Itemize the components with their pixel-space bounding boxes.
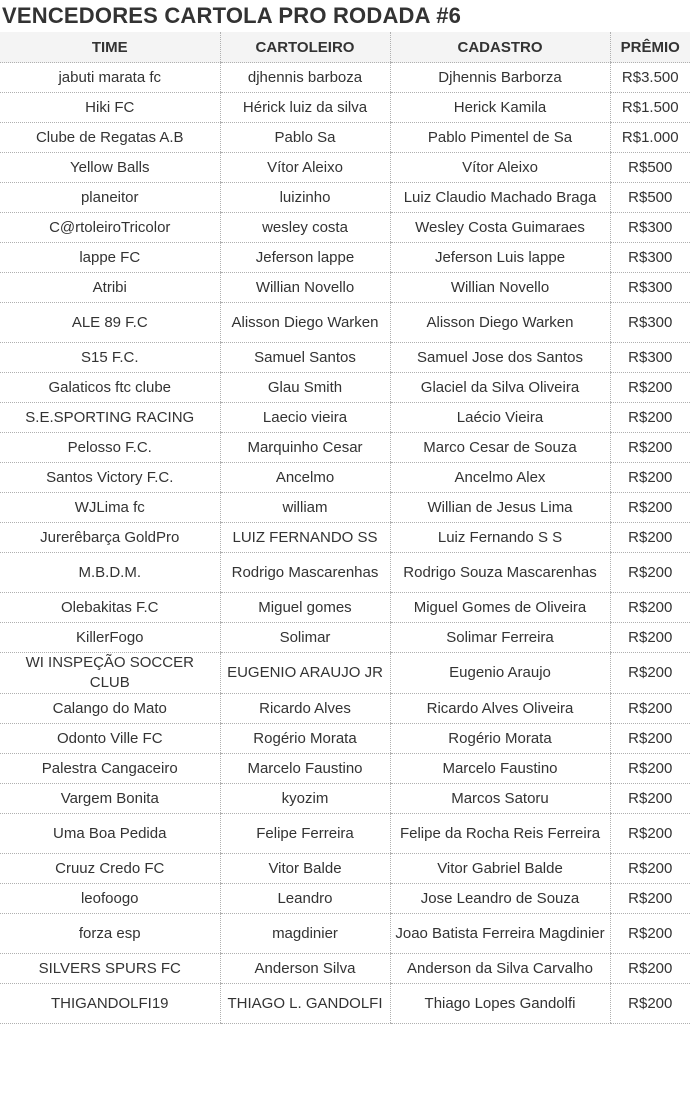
page-title: VENCEDORES CARTOLA PRO RODADA #6 [2, 3, 462, 28]
table-row [0, 653, 690, 694]
cell-premio: R$1.000 [610, 123, 690, 153]
table-row [0, 463, 690, 493]
cell-premio: R$200 [610, 623, 690, 653]
cell-cadastro: Willian de Jesus Lima [390, 493, 610, 523]
cell-cartoleiro: Vitor Balde [220, 854, 390, 884]
cell-cartoleiro: Hérick luiz da silva [220, 93, 390, 123]
table-row [0, 623, 690, 653]
cell-cartoleiro: THIAGO L. GANDOLFI [220, 984, 390, 1024]
cell-time: Olebakitas F.C [0, 593, 220, 623]
cell-cadastro: Rodrigo Souza Mascarenhas [390, 553, 610, 593]
cell-cartoleiro: Willian Novello [220, 273, 390, 303]
cell-premio: R$300 [610, 213, 690, 243]
cell-time: S.E.SPORTING RACING [0, 403, 220, 433]
cell-cadastro: Marcos Satoru [390, 784, 610, 814]
table-row [0, 433, 690, 463]
cell-premio: R$500 [610, 153, 690, 183]
table-row [0, 343, 690, 373]
cell-premio: R$200 [610, 724, 690, 754]
cell-premio: R$200 [610, 814, 690, 854]
cell-cartoleiro: Rogério Morata [220, 724, 390, 754]
table-row [0, 273, 690, 303]
cell-premio: R$200 [610, 653, 690, 694]
cell-cadastro: Luiz Fernando S S [390, 523, 610, 553]
table-row [0, 593, 690, 623]
cell-cadastro: Wesley Costa Guimaraes [390, 213, 610, 243]
cell-cadastro: Samuel Jose dos Santos [390, 343, 610, 373]
cell-cadastro: Alisson Diego Warken [390, 303, 610, 343]
cell-time: Hiki FC [0, 93, 220, 123]
cell-time: SILVERS SPURS FC [0, 954, 220, 984]
cell-time: Calango do Mato [0, 694, 220, 724]
cell-time: forza esp [0, 914, 220, 954]
cell-premio: R$200 [610, 854, 690, 884]
cell-premio: R$200 [610, 403, 690, 433]
cell-premio: R$200 [610, 884, 690, 914]
cell-premio: R$500 [610, 183, 690, 213]
cell-cartoleiro: Rodrigo Mascarenhas [220, 553, 390, 593]
cell-cartoleiro: Anderson Silva [220, 954, 390, 984]
table-row [0, 373, 690, 403]
cell-time: M.B.D.M. [0, 553, 220, 593]
cell-cadastro: Felipe da Rocha Reis Ferreira [390, 814, 610, 854]
winners-table [0, 32, 690, 1024]
table-row [0, 984, 690, 1024]
cell-cartoleiro: EUGENIO ARAUJO JR [220, 653, 390, 694]
cell-cartoleiro: william [220, 493, 390, 523]
table-row [0, 63, 690, 93]
cell-time: Odonto Ville FC [0, 724, 220, 754]
cell-cartoleiro: Miguel gomes [220, 593, 390, 623]
cell-time: Uma Boa Pedida [0, 814, 220, 854]
cell-time: C@rtoleiroTricolor [0, 213, 220, 243]
cell-cartoleiro: LUIZ FERNANDO SS [220, 523, 390, 553]
table-header-row [0, 32, 690, 63]
column-header-time: TIME [0, 32, 220, 63]
cell-time: S15 F.C. [0, 343, 220, 373]
cell-premio: R$300 [610, 243, 690, 273]
cell-cartoleiro: Glau Smith [220, 373, 390, 403]
table-row [0, 784, 690, 814]
cell-cadastro: Solimar Ferreira [390, 623, 610, 653]
table-row [0, 954, 690, 984]
cell-cartoleiro: magdinier [220, 914, 390, 954]
cell-time: Santos Victory F.C. [0, 463, 220, 493]
cell-cartoleiro: Marcelo Faustino [220, 754, 390, 784]
column-header-cadastro: CADASTRO [390, 32, 610, 63]
cell-cartoleiro: Laecio vieira [220, 403, 390, 433]
cell-time: Palestra Cangaceiro [0, 754, 220, 784]
cell-cartoleiro: Vítor Aleixo [220, 153, 390, 183]
table-row [0, 153, 690, 183]
cell-premio: R$200 [610, 463, 690, 493]
table-row [0, 403, 690, 433]
table-row [0, 884, 690, 914]
cell-cartoleiro: Ricardo Alves [220, 694, 390, 724]
table-body [0, 63, 690, 1024]
cell-premio: R$200 [610, 694, 690, 724]
cell-premio: R$300 [610, 273, 690, 303]
cell-cadastro: Eugenio Araujo [390, 653, 610, 694]
cell-time: Pelosso F.C. [0, 433, 220, 463]
cell-premio: R$200 [610, 914, 690, 954]
cell-premio: R$200 [610, 954, 690, 984]
column-header-premio: PRÊMIO [610, 32, 690, 63]
column-header-cartoleiro: CARTOLEIRO [220, 32, 390, 63]
cell-time: ALE 89 F.C [0, 303, 220, 343]
table-row [0, 553, 690, 593]
cell-premio: R$200 [610, 493, 690, 523]
cell-premio: R$3.500 [610, 63, 690, 93]
cell-cadastro: Miguel Gomes de Oliveira [390, 593, 610, 623]
cell-cadastro: Marcelo Faustino [390, 754, 610, 784]
table-row [0, 493, 690, 523]
table-row [0, 213, 690, 243]
cell-cadastro: Pablo Pimentel de Sa [390, 123, 610, 153]
cell-premio: R$300 [610, 343, 690, 373]
cell-time: WJLima fc [0, 493, 220, 523]
cell-time: Galaticos ftc clube [0, 373, 220, 403]
cell-cadastro: Anderson da Silva Carvalho [390, 954, 610, 984]
cell-cartoleiro: luizinho [220, 183, 390, 213]
table-row [0, 814, 690, 854]
cell-premio: R$300 [610, 303, 690, 343]
cell-premio: R$200 [610, 433, 690, 463]
cell-cadastro: Jose Leandro de Souza [390, 884, 610, 914]
cell-cadastro: Willian Novello [390, 273, 610, 303]
cell-premio: R$200 [610, 373, 690, 403]
cell-premio: R$200 [610, 593, 690, 623]
cell-time: jabuti marata fc [0, 63, 220, 93]
cell-time: THIGANDOLFI19 [0, 984, 220, 1024]
cell-cartoleiro: Leandro [220, 884, 390, 914]
cell-cadastro: Rogério Morata [390, 724, 610, 754]
cell-time: Yellow Balls [0, 153, 220, 183]
cell-cartoleiro: wesley costa [220, 213, 390, 243]
cell-cartoleiro: Pablo Sa [220, 123, 390, 153]
cell-cartoleiro: Ancelmo [220, 463, 390, 493]
cell-cartoleiro: djhennis barboza [220, 63, 390, 93]
cell-cadastro: Djhennis Barborza [390, 63, 610, 93]
cell-premio: R$200 [610, 984, 690, 1024]
cell-cadastro: Joao Batista Ferreira Magdinier [390, 914, 610, 954]
cell-cartoleiro: Solimar [220, 623, 390, 653]
cell-cartoleiro: Samuel Santos [220, 343, 390, 373]
cell-cadastro: Glaciel da Silva Oliveira [390, 373, 610, 403]
table-row [0, 914, 690, 954]
table-row [0, 93, 690, 123]
cell-time: Vargem Bonita [0, 784, 220, 814]
cell-cadastro: Marco Cesar de Souza [390, 433, 610, 463]
cell-cartoleiro: Felipe Ferreira [220, 814, 390, 854]
cell-cartoleiro: Jeferson lappe [220, 243, 390, 273]
cell-cartoleiro: kyozim [220, 784, 390, 814]
table-row [0, 724, 690, 754]
cell-time: Cruuz Credo FC [0, 854, 220, 884]
table-row [0, 123, 690, 153]
cell-cadastro: Luiz Claudio Machado Braga [390, 183, 610, 213]
cell-time: lappe FC [0, 243, 220, 273]
cell-time: KillerFogo [0, 623, 220, 653]
cell-time: WI INSPEÇÃO SOCCER CLUB [0, 653, 220, 694]
cell-premio: R$200 [610, 523, 690, 553]
cell-cadastro: Vítor Aleixo [390, 153, 610, 183]
cell-time: Clube de Regatas A.B [0, 123, 220, 153]
table-row [0, 243, 690, 273]
cell-cadastro: Herick Kamila [390, 93, 610, 123]
cell-cadastro: Jeferson Luis lappe [390, 243, 610, 273]
table-row [0, 303, 690, 343]
cell-cadastro: Ricardo Alves Oliveira [390, 694, 610, 724]
table-row [0, 854, 690, 884]
table-row [0, 694, 690, 724]
cell-time: Atribi [0, 273, 220, 303]
cell-premio: R$200 [610, 553, 690, 593]
cell-premio: R$1.500 [610, 93, 690, 123]
cell-cadastro: Ancelmo Alex [390, 463, 610, 493]
cell-cadastro: Vitor Gabriel Balde [390, 854, 610, 884]
cell-cartoleiro: Alisson Diego Warken [220, 303, 390, 343]
cell-time: Jurerêbarça GoldPro [0, 523, 220, 553]
table-row [0, 754, 690, 784]
cell-premio: R$200 [610, 754, 690, 784]
table-row [0, 183, 690, 213]
cell-premio: R$200 [610, 784, 690, 814]
cell-time: planeitor [0, 183, 220, 213]
table-row [0, 523, 690, 553]
cell-time: leofoogo [0, 884, 220, 914]
cell-cartoleiro: Marquinho Cesar [220, 433, 390, 463]
cell-cadastro: Thiago Lopes Gandolfi [390, 984, 610, 1024]
cell-cadastro: Laécio Vieira [390, 403, 610, 433]
